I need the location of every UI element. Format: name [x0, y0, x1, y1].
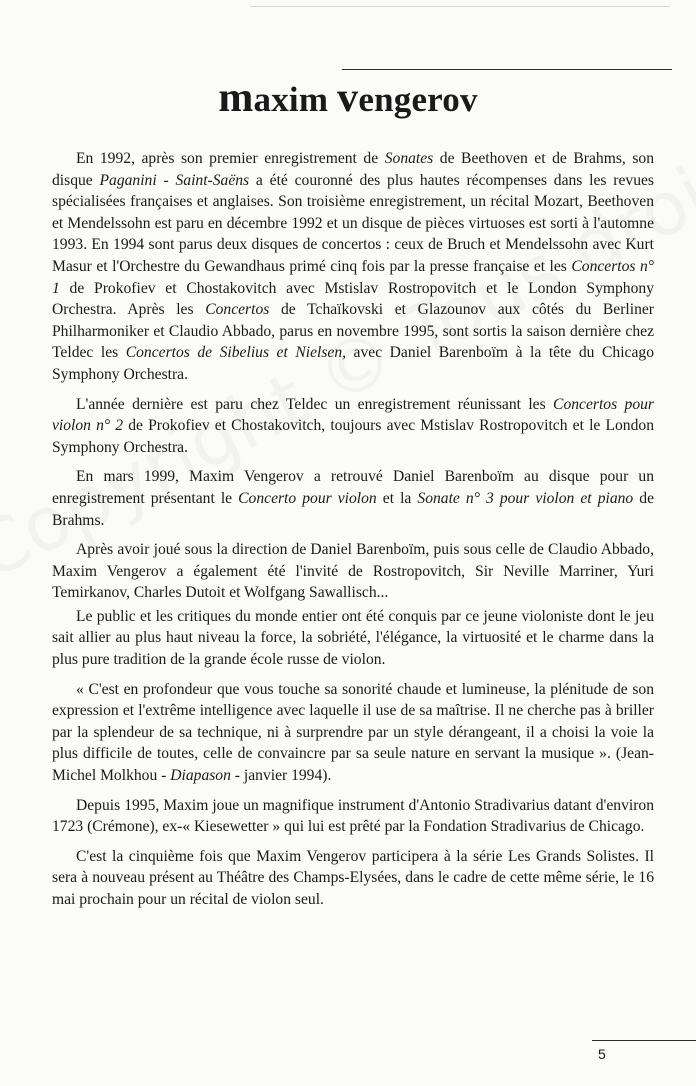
text-run: Après avoir joué sous la direction de Daniel Barenboïm, puis sous celle de Claudio Abbado, Maxim Vengerov a également été l'invité de Rostropovitch, Sir Neville Marriner, Yuri Temirkanov, Charles Dutoit et Wolfgang Sawallisch... [52, 541, 654, 602]
italic-title: Concerto pour violon [238, 489, 377, 507]
italic-title: Concertos n° 1 [52, 257, 654, 297]
body-paragraph [52, 466, 654, 531]
text-run: a été couronné des plus hautes récompenses dans les revues spécialisées françaises et anglaises. Son troisième enregistrement, un récital Mozart, Beethoven et Mendelssohn est paru en décembre 1992 et un disque de pièces virtuoses est sorti à l'automne 1993. En 1994 sont parus deux disques de concertos : ceux de Bruch et Mendelssohn avec Kurt Masur et l'Orchestre du Gewandhaus primé cinq fois par la presse française et les [52, 171, 654, 275]
page-title [0, 74, 696, 122]
italic-title: Concertos de Sibelius et Nielsen, [125, 344, 347, 362]
body-paragraph [52, 148, 654, 386]
top-faint-rule [250, 6, 670, 7]
title-initial-1: m [218, 75, 254, 121]
text-run: de Tchaïkovski et Glazounov aux côtés du Berliner Philharmoniker et Claudio Abbado, parus en novembre 1995, sont sortis la saison dernière chez Teldec les [52, 301, 654, 362]
body-paragraph [52, 679, 654, 787]
title-rest-2: engerov [358, 80, 478, 119]
italic-title: Sonate n° 3 pour violon et piano [417, 489, 634, 507]
text-run: En 1992, après son premier enregistrement de [76, 150, 385, 167]
italic-title: Diapason [170, 767, 231, 785]
text-run: « C'est en profondeur que vous touche sa sonorité chaude et lumineuse, la plénitude de son expression et l'extrême intelligence avec laquelle il use de sa maîtrise. Il ne cherche pas à briller par la splendeur de sa technique, ni à surprendre par un style dérangeant, il a choisi la voie la plus difficile de toutes, celle de convaincre par sa seule nature en servant la musique ». (Jean-Michel Molkhou - [52, 680, 654, 785]
text-run: Le public et les critiques du monde entier ont été conquis par ce jeune violoniste dont le jeu sait allier au plus haut niveau la force, la sobriété, l'élégance, la virtuosité et le charme dans la plus pure tradition de la grande école russe de violon. [52, 607, 654, 669]
text-run: avec Daniel Barenboïm à la tête du Chicago Symphony Orchestra. [52, 344, 654, 383]
text-run: - janvier 1994). [230, 767, 332, 785]
text-run: Depuis 1995, Maxim joue un magnifique instrument d'Antonio Stradivarius datant d'environ 1723 (Crémone), ex-« Kiesewetter » qui lui est prêté par la Fondation Stradivarius de Chicago. [52, 796, 654, 836]
text-run: de Beethoven et de Brahms, son disque [52, 150, 655, 189]
body-paragraph [52, 795, 654, 838]
article-body [52, 148, 654, 919]
body-paragraph [52, 539, 654, 604]
title-rest-1: axim [253, 80, 338, 119]
footer-rule [592, 1040, 696, 1041]
body-paragraph [52, 394, 654, 459]
text-run: L'année dernière est paru chez Teldec un enregistrement réunissant les [76, 395, 554, 413]
text-run: et la [376, 489, 418, 507]
header-rule [342, 69, 672, 70]
italic-title: Concertos [205, 301, 270, 319]
title-initial-2: v [337, 75, 359, 121]
italic-title: Paganini - Saint-Saëns [99, 171, 250, 189]
text-run: de Prokofiev et Chostakovitch, toujours avec Mstislav Rostropovitch et le London Symphony Orchestra. [52, 417, 654, 456]
text-run: de Prokofiev et Chostakovitch avec Mstislav Rostropovitch et le London Symphony Orchestra. Après les [52, 279, 654, 319]
page-number: 5 [598, 1046, 606, 1062]
text-run: C'est la cinquième fois que Maxim Vengerov participera à la série Les Grands Solistes. Il sera à nouveau présent au Théâtre des Champs-Elysées, dans le cadre de cette même série, le 16 mai prochain pour un récital de violon seul. [52, 847, 654, 908]
italic-title: Concertos pour violon n° 2 [52, 395, 654, 435]
text-run: de Brahms. [52, 489, 654, 529]
text-run: En mars 1999, Maxim Vengerov a retrouvé Daniel Barenboïm au disque pour un enregistrement présentant le [52, 468, 654, 507]
body-paragraph [52, 606, 654, 671]
body-paragraph [52, 846, 654, 911]
italic-title: Sonates [384, 150, 434, 167]
